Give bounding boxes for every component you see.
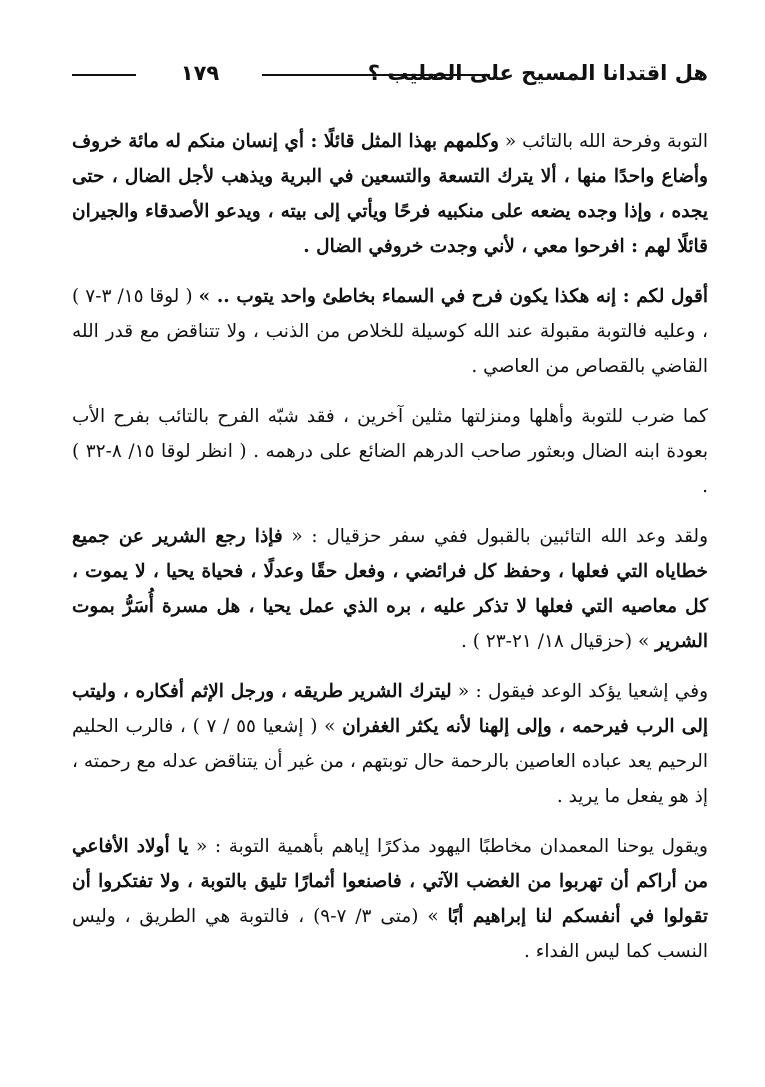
- page-body: [72, 124, 708, 984]
- paragraph-2: [72, 279, 708, 384]
- paragraph-4: [72, 519, 708, 659]
- plain-text: ولقد وعد الله التائبين بالقبول ففي سفر حزقيال : «: [282, 526, 708, 547]
- plain-text: كما ضرب للتوبة وأهلها ومنزلتها مثلين آخرين ، فقد شبّه الفرح بالتائب بفرح الأب بعودة ابنه الضال وبعثور صاحب الدرهم الضائع على درهمه . ( انظر لوقا ١٥/ ٨-٣٢ ) .: [72, 406, 708, 497]
- header-rule-end: [72, 74, 136, 76]
- paragraph-5: [72, 674, 708, 814]
- running-title: هل اقتدانا المسيح على الصليب ؟: [367, 61, 708, 85]
- page-number: ١٧٩: [180, 61, 220, 85]
- citation-text: » ( إشعيا ٥٥ / ٧ ) ، فالرب الحليم الرحيم يعد عباده العاصين بالرحمة حال توبتهم ، من غير أن يتناقض عدله مع رحمته ، إذ هو يفعل ما يريد .: [72, 716, 708, 807]
- running-header: [72, 58, 708, 92]
- quoted-text: يا أولاد الأفاعي من أراكم أن تهربوا من الغضب الآتي ، فاصنعوا أثمارًا تليق بالتوبة ، ولا تفتكروا أن تقولوا في أنفسكم لنا إبراهيم أبًا: [72, 836, 708, 927]
- citation-text: » (متى ٣/ ٧-٩) ، فالتوبة هي الطريق ، وليس النسب كما ليس الفداء .: [72, 906, 708, 962]
- plain-text: ( لوقا ١٥/ ٣-٧ ) ، وعليه فالتوبة مقبولة عند الله كوسيلة للخلاص من الذنب ، ولا تتناقض مع قدر الله القاضي بالقصاص من العاصي .: [72, 286, 708, 377]
- citation-text: » (حزقيال ١٨/ ٢١-٢٣ ) .: [460, 631, 656, 652]
- paragraph-6: [72, 829, 708, 969]
- plain-text: وفي إشعيا يؤكد الوعد فيقول : «: [451, 681, 708, 702]
- paragraph-1: [72, 124, 708, 264]
- paragraph-3: [72, 399, 708, 504]
- plain-text: ويقول يوحنا المعمدان مخاطبًا اليهود مذكرًا إياهم بأهمية التوبة : «: [188, 836, 708, 857]
- plain-text: التوبة وفرحة الله بالتائب «: [498, 131, 708, 152]
- quoted-text: فإذا رجع الشرير عن جميع خطاياه التي فعلها ، وحفظ كل فرائضي ، وفعل حقًا وعدلًا ، فحياة يحيا ، لا يموت ، كل معاصيه التي فعلها لا تذكر عليه ، بره الذي عمل يحيا ، هل مسرة أُسَرُّ بموت الشرير: [72, 526, 708, 652]
- header-rule: [262, 74, 490, 76]
- quoted-text: ليترك الشرير طريقه ، ورجل الإثم أفكاره ، وليتب إلى الرب فيرحمه ، وإلى إلهنا لأنه يكثر الغفران: [72, 681, 708, 737]
- quoted-text: وكلمهم بهذا المثل قائلًا : أي إنسان منكم له مائة خروف وأضاع واحدًا منها ، ألا يترك التسعة والتسعين في البرية ويذهب لأجل الضال ، حتى يجده ، وإذا وجده يضعه على منكبيه فرحًا ويأتي إلى بيته ، ويدعو الأصدقاء والجيران قائلًا لهم : افرحوا معي ، لأني وجدت خروفي الضال .: [72, 131, 708, 257]
- quoted-text: أقول لكم : إنه هكذا يكون فرح في السماء بخاطئ واحد يتوب .. »: [198, 286, 708, 307]
